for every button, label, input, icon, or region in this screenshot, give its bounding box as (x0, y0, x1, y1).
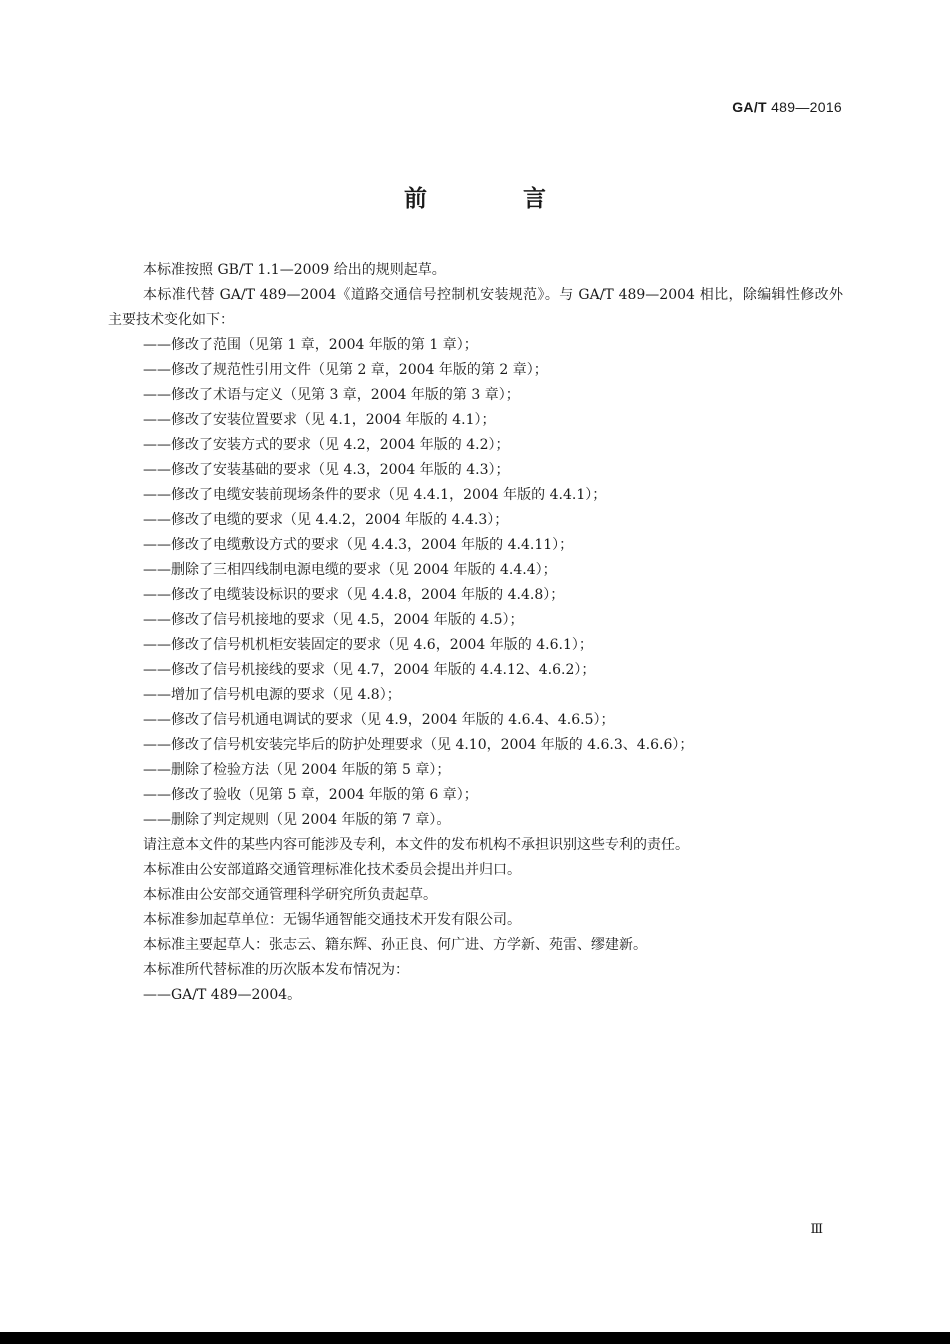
list-item: ——修改了电缆安装前现场条件的要求（见 4.4.1，2004 年版的 4.4.1）； (143, 487, 607, 503)
list-item: ——修改了安装基础的要求（见 4.3，2004 年版的 4.3）； (143, 462, 510, 478)
list-item: ——修改了安装位置要求（见 4.1，2004 年版的 4.1）； (143, 412, 496, 428)
paragraph: 本标准主要起草人：张志云、籍东辉、孙正良、何广进、方学新、苑雷、缪建新。 (143, 937, 647, 953)
list-item: ——修改了电缆的要求（见 4.4.2，2004 年版的 4.4.3）； (143, 512, 509, 528)
list-item: ——修改了电缆敷设方式的要求（见 4.4.3，2004 年版的 4.4.11）； (143, 537, 574, 553)
list-item: ——GA/T 489—2004。 (143, 987, 302, 1003)
page-bottom-border (0, 1332, 950, 1344)
list-item: ——修改了电缆装设标识的要求（见 4.4.8，2004 年版的 4.4.8）； (143, 587, 565, 603)
list-item: ——删除了三相四线制电源电缆的要求（见 2004 年版的 4.4.4）； (143, 562, 557, 578)
list-item: ——删除了判定规则（见 2004 年版的第 7 章）。 (143, 812, 451, 828)
standard-code (732, 99, 842, 115)
list-item: ——增加了信号机电源的要求（见 4.8）； (143, 687, 401, 703)
paragraph: 本标准由公安部交通管理科学研究所负责起草。 (143, 887, 437, 903)
paragraph: 本标准代替 GA/T 489—2004《道路交通信号控制机安装规范》。与 GA/T 489—2004 相比，除编辑性修改外主要技术变化如下： (108, 287, 843, 328)
list-item: ——删除了检验方法（见 2004 年版的第 5 章）； (143, 762, 451, 778)
paragraph: 本标准按照 GB/T 1.1—2009 给出的规则起草。 (143, 262, 446, 278)
paragraph: 本标准参加起草单位：无锡华通智能交通技术开发有限公司。 (143, 912, 521, 928)
list-item: ——修改了验收（见第 5 章，2004 年版的第 6 章）； (143, 787, 478, 803)
standard-number: 489—2016 (771, 99, 842, 115)
document-body (108, 258, 843, 1008)
paragraph: 本标准所代替标准的历次版本发布情况为： (143, 962, 409, 978)
paragraph: 请注意本文件的某些内容可能涉及专利，本文件的发布机构不承担识别这些专利的责任。 (143, 837, 689, 853)
paragraph: 本标准由公安部道路交通管理标准化技术委员会提出并归口。 (143, 862, 521, 878)
standard-prefix: GA/T (732, 99, 767, 115)
list-item: ——修改了规范性引用文件（见第 2 章，2004 年版的第 2 章）； (143, 362, 548, 378)
list-item: ——修改了安装方式的要求（见 4.2，2004 年版的 4.2）； (143, 437, 510, 453)
list-item: ——修改了范围（见第 1 章，2004 年版的第 1 章）； (143, 337, 478, 353)
list-item: ——修改了信号机安装完毕后的防护处理要求（见 4.10，2004 年版的 4.6.3、4.6.6）； (143, 737, 694, 753)
page-title: 前 言 (403, 185, 590, 212)
list-item: ——修改了信号机接线的要求（见 4.7，2004 年版的 4.4.12、4.6.2）； (143, 662, 596, 678)
list-item: ——修改了信号机接地的要求（见 4.5，2004 年版的 4.5）； (143, 612, 524, 628)
list-item: ——修改了术语与定义（见第 3 章，2004 年版的第 3 章）； (143, 387, 520, 403)
page-number: Ⅲ (810, 1222, 823, 1237)
list-item: ——修改了信号机机柜安装固定的要求（见 4.6，2004 年版的 4.6.1）； (143, 637, 593, 653)
list-item: ——修改了信号机通电调试的要求（见 4.9，2004 年版的 4.6.4、4.6.5）； (143, 712, 615, 728)
